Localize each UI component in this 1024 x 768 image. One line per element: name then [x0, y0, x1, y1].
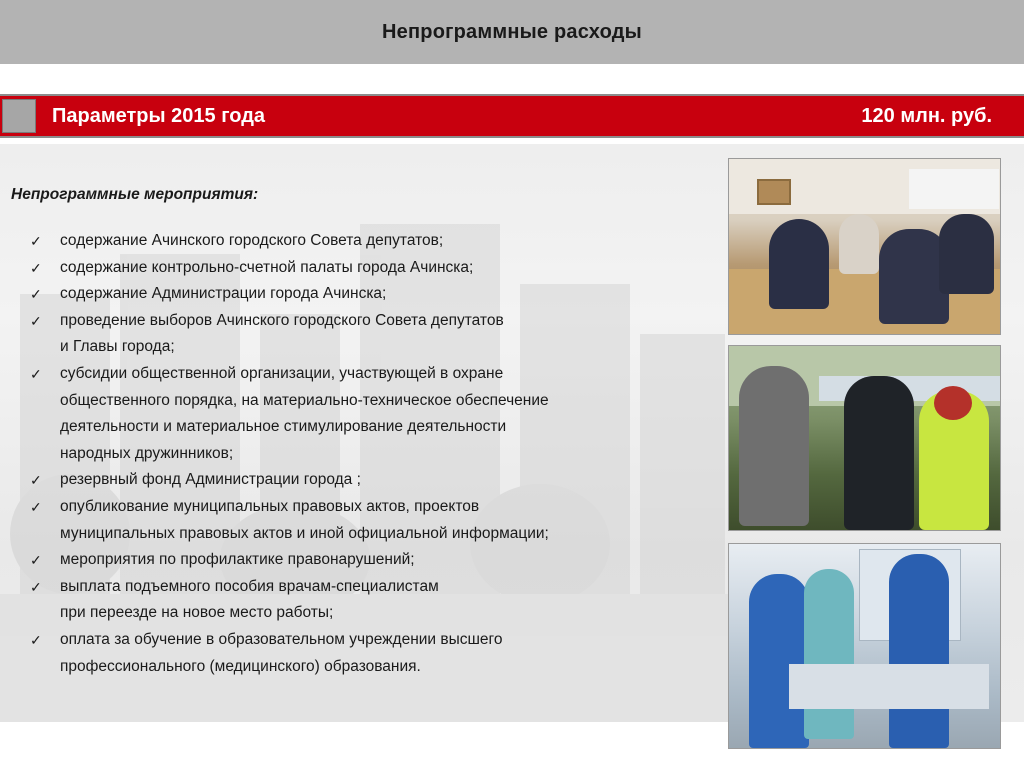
hospital-surgery-photo — [728, 543, 1001, 749]
list-item-text: субсидии общественной организации, участвующей в охране — [60, 364, 504, 382]
params-year-label: Параметры 2015 года — [52, 105, 266, 127]
list-item-text: профессионального (медицинского) образования. — [60, 657, 421, 675]
list-item-text: деятельности и материальное стимулирование деятельности — [60, 418, 507, 436]
check-icon: ✓ — [30, 631, 42, 648]
list-item — [30, 281, 710, 308]
list-item-text: общественного порядка, на материально-техническое обеспечение — [60, 391, 549, 409]
page-title: Непрограммные расходы — [382, 20, 642, 43]
list-item — [30, 494, 710, 547]
check-icon: ✓ — [30, 365, 42, 382]
check-icon: ✓ — [30, 472, 42, 489]
list-item-text: мероприятия по профилактике правонарушений; — [60, 551, 415, 569]
params-bar — [0, 94, 1024, 138]
list-item — [30, 361, 710, 467]
check-icon: ✓ — [30, 578, 42, 595]
list-item-text: опубликование муниципальных правовых актов, проектов — [60, 497, 480, 515]
params-amount: 120 млн. руб. — [861, 105, 992, 127]
list-item-text: содержание контрольно-счетной палаты города Ачинска; — [60, 258, 474, 276]
list-item-text: выплата подъемного пособия врачам-специалистам — [60, 577, 439, 595]
list-item-text: муниципальных правовых актов и иной официальной информации; — [60, 524, 549, 542]
list-item — [30, 228, 710, 255]
list-item — [30, 255, 710, 282]
list-item — [30, 467, 710, 494]
list-item-text: содержание Ачинского городского Совета депутатов; — [60, 232, 444, 249]
expense-items-list — [30, 228, 710, 680]
check-icon: ✓ — [30, 498, 42, 515]
check-icon: ✓ — [30, 259, 42, 276]
check-icon: ✓ — [30, 286, 42, 303]
list-item — [30, 308, 710, 361]
list-item — [30, 547, 710, 574]
check-icon: ✓ — [30, 233, 42, 249]
list-item-text: проведение выборов Ачинского городского Совета депутатов — [60, 311, 504, 329]
list-item-text: содержание Администрации города Ачинска; — [60, 285, 387, 303]
title-bar — [0, 0, 1024, 64]
police-patrol-photo — [728, 345, 1001, 531]
list-item — [30, 627, 710, 680]
list-item-text: и Главы города; — [60, 338, 175, 356]
check-icon: ✓ — [30, 552, 42, 569]
list-item — [30, 574, 710, 627]
list-item-text: при переезде на новое место работы; — [60, 604, 334, 622]
params-bar-marker — [2, 99, 36, 133]
section-heading: Непрограммные мероприятия: — [11, 186, 259, 203]
council-meeting-photo — [728, 158, 1001, 335]
check-icon: ✓ — [30, 312, 42, 329]
list-item-text: оплата за обучение в образовательном учреждении высшего — [60, 630, 503, 648]
list-item-text: народных дружинников; — [60, 444, 234, 462]
list-item-text: резервный фонд Администрации города ; — [60, 471, 361, 489]
